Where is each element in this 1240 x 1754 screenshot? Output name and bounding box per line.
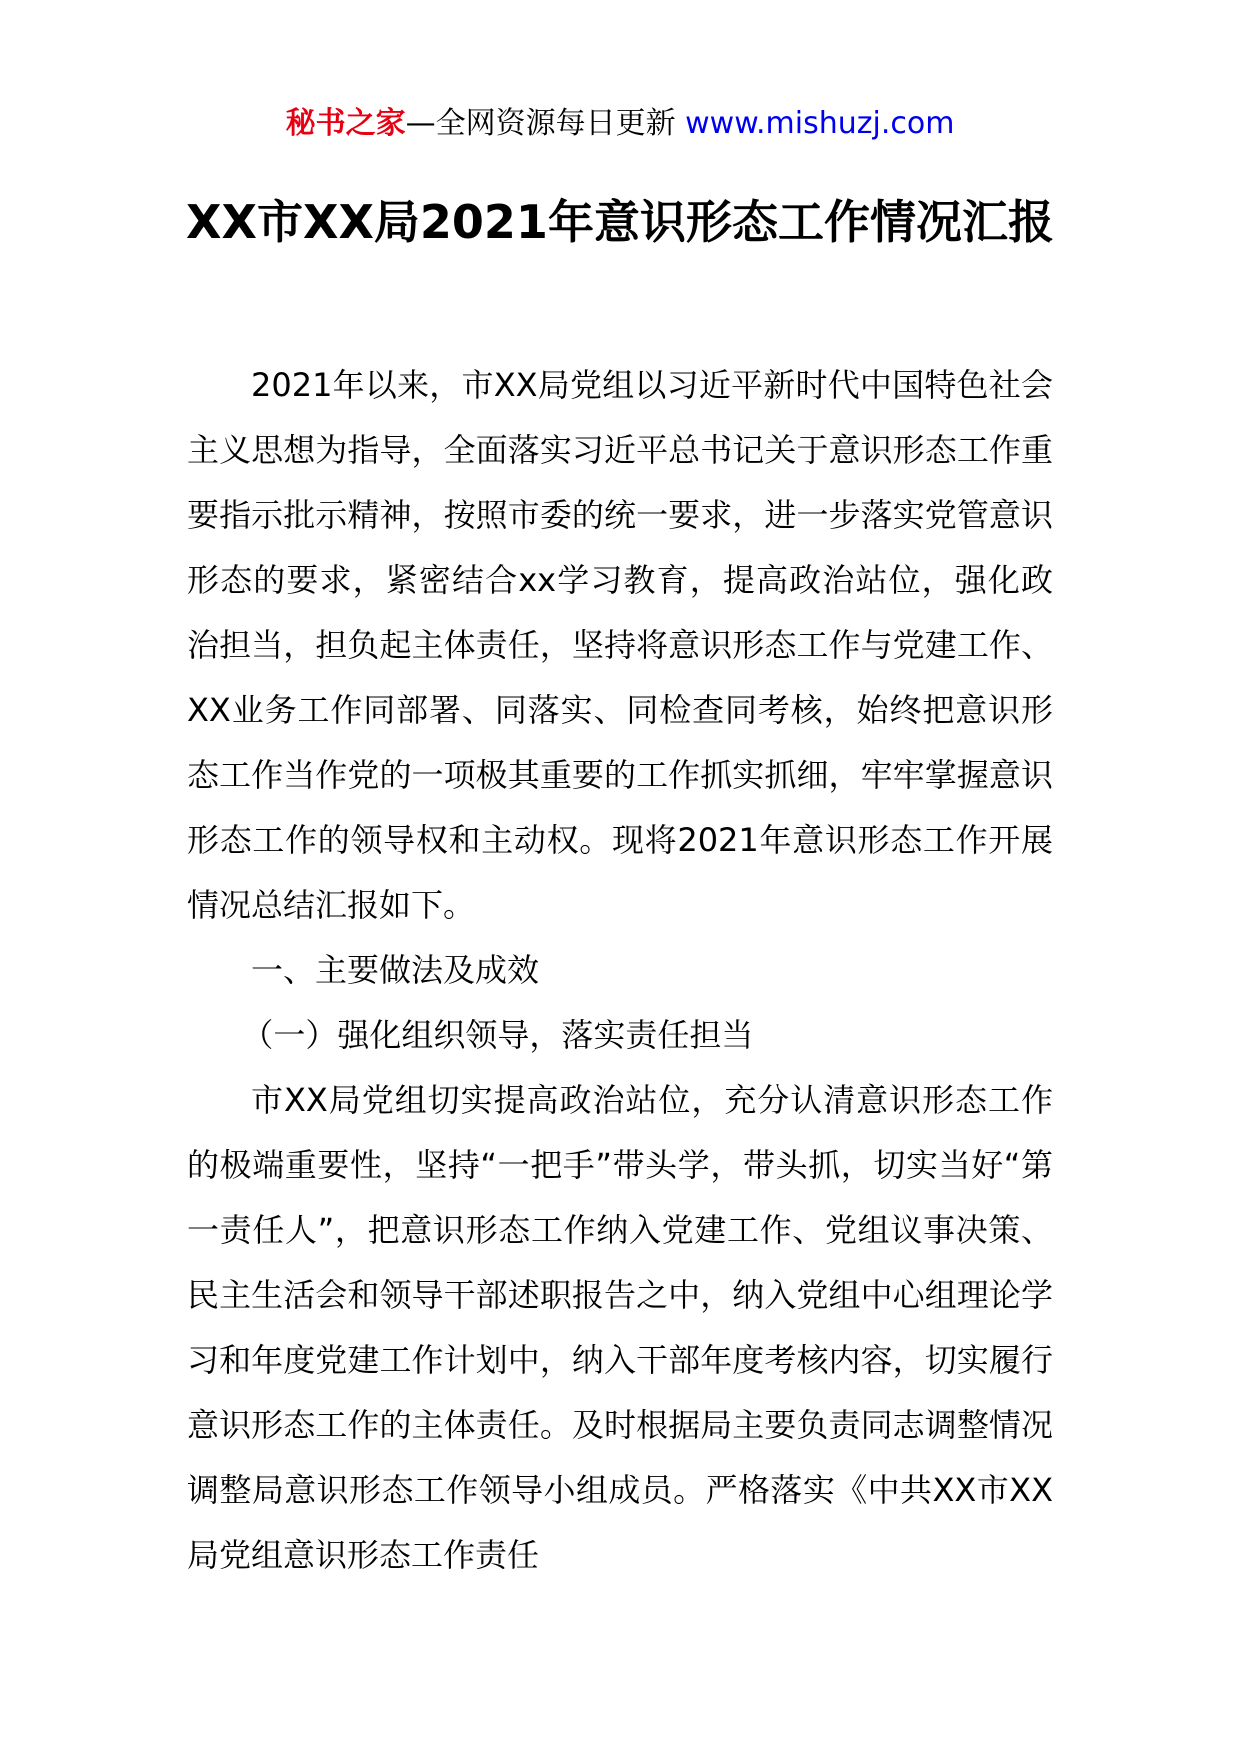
document-title: XX市XX局2021年意识形态工作情况汇报 — [186, 195, 1054, 249]
subsection-heading: （一）强化组织领导，落实责任担当 — [241, 1016, 754, 1054]
intro-paragraph: 2021年以来，市XX局党组以习近平新时代中国特色社会主义思想为指导，全面落实习近平总书记关于意识形态工作重要指示批示精神，按照市委的统一要求，进一步落实党管意识形态的要求，紧密结合xx学习教育，提高政治站位，强化政治担当，担负起主体责任，坚持将意识形态工作与党建工作、XX业务工作同部署、同落实、同检查同考核，始终把意识形态工作当作党的一项极其重要的工作抓实抓细，牢牢掌握意识形态工作的领导权和主动权。现将2021年意识形态工作开展情况总结汇报如下。 — [187, 366, 1053, 924]
site-url-link[interactable]: www.mishuzj.com — [685, 106, 955, 141]
site-brand: 秘书之家 — [285, 106, 406, 141]
site-tagline: —全网资源每日更新 — [405, 106, 676, 141]
document-body — [187, 353, 1053, 1588]
site-header — [0, 103, 1240, 145]
section-heading: 一、主要做法及成效 — [251, 951, 540, 989]
body-paragraph: 市XX局党组切实提高政治站位，充分认清意识形态工作的极端重要性，坚持“一把手”带头学，带头抓，切实当好“第一责任人”，把意识形态工作纳入党建工作、党组议事决策、民主生活会和领导干部述职报告之中，纳入党组中心组理论学习和年度党建工作计划中，纳入干部年度考核内容，切实履行意识形态工作的主体责任。及时根据局主要负责同志调整情况调整局意识形态工作领导小组成员。严格落实《中共XX市XX局党组意识形态工作责任 — [187, 1081, 1053, 1574]
